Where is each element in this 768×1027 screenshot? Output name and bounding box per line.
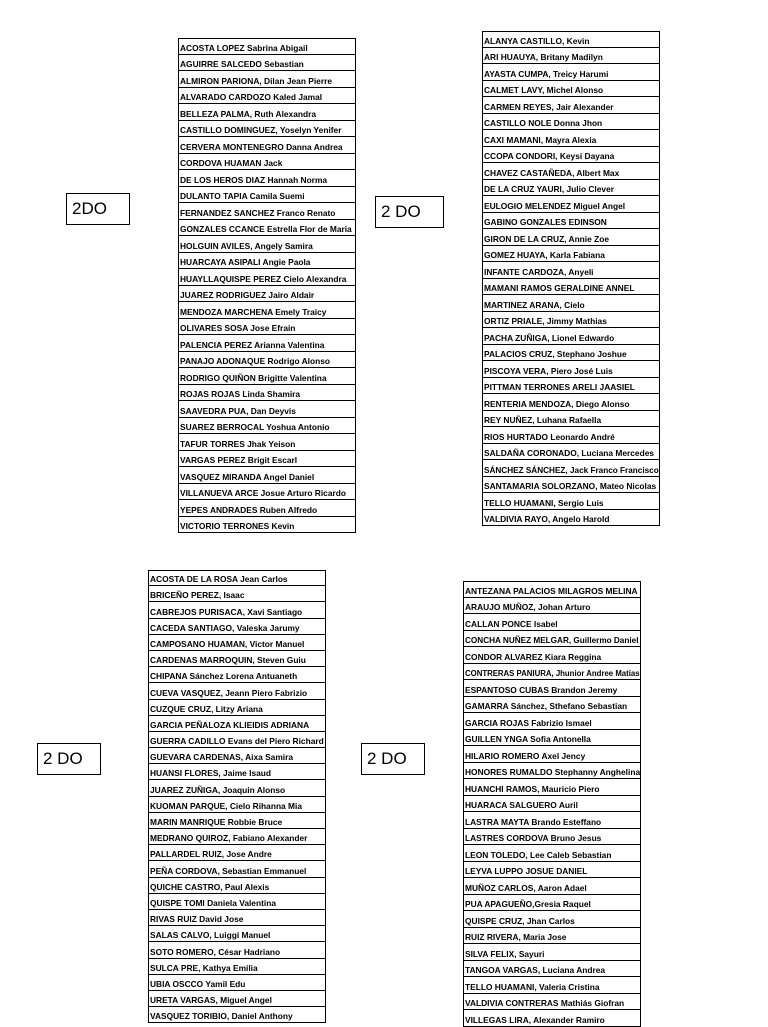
student-row: SULCA PRE, Kathya Emilia — [148, 959, 326, 975]
student-row: VALDIVIA CONTRERAS Mathiás Giofran — [463, 994, 641, 1011]
student-row: ORTIZ PRIALE, Jimmy Mathias — [482, 312, 660, 329]
student-row: GAMARRA Sánchez, Sthefano Sebastian — [463, 697, 641, 714]
student-row: CACEDA SANTIAGO, Valeska Jarumy — [148, 619, 326, 635]
student-row: CORDOVA HUAMAN Jack — [178, 154, 356, 171]
student-row: LEYVA LUPPO JOSUE DANIEL — [463, 862, 641, 879]
student-row: BELLEZA PALMA, Ruth Alexandra — [178, 104, 356, 121]
student-row: UBIA OSCCO Yamil Edu — [148, 975, 326, 991]
student-row: MUÑOZ CARLOS, Aaron Adael — [463, 878, 641, 895]
student-row: PEÑA CORDOVA, Sebastian Emmanuel — [148, 861, 326, 877]
student-list-2 — [482, 31, 660, 526]
student-row: VILLEGAS LIRA, Alexander Ramiro — [463, 1010, 641, 1027]
student-row: PACHA ZUÑIGA, Lionel Edwardo — [482, 328, 660, 345]
student-row: RUIZ RIVERA, Maria Jose — [463, 928, 641, 945]
student-row: PITTMAN TERRONES ARELI JAASIEL — [482, 378, 660, 395]
student-row: VILLANUEVA ARCE Josue Arturo Ricardo — [178, 484, 356, 501]
student-row: ALANYA CASTILLO, Kevin — [482, 31, 660, 48]
student-row: RIVAS RUIZ David Jose — [148, 910, 326, 926]
student-row: HUARACA SALGUERO Auril — [463, 796, 641, 813]
student-row: CALMET LAVY, Michel Alonso — [482, 81, 660, 98]
student-row: CAXI MAMANI, Mayra Alexia — [482, 130, 660, 147]
student-row: ANTEZANA PALACIOS MILAGROS MELINA — [463, 581, 641, 598]
student-row: VALDIVIA RAYO, Angelo Harold — [482, 510, 660, 527]
student-row: SALDAÑA CORONADO, Luciana Mercedes — [482, 444, 660, 461]
student-row: TELLO HUAMANI, Valeria Cristina — [463, 977, 641, 994]
student-row: CONCHA NUÑEZ MELGAR, Guillermo Daniel — [463, 631, 641, 648]
grade-label-4: 2 DO — [361, 743, 425, 775]
student-row: SOTO ROMERO, César Hadriano — [148, 942, 326, 958]
student-row: LASTRES CORDOVA Bruno Jesus — [463, 829, 641, 846]
student-row: GOMEZ HUAYA, Karla Fabiana — [482, 246, 660, 263]
student-row: SANTAMARIA SOLORZANO, Mateo Nicolas — [482, 477, 660, 494]
student-row: QUICHE CASTRO, Paul Alexis — [148, 878, 326, 894]
student-row: RODRIGO QUIÑON Brigitte Valentina — [178, 368, 356, 385]
student-row: HUANCHI RAMOS, Mauricio Piero — [463, 779, 641, 796]
student-row: HILARIO ROMERO Axel Jency — [463, 746, 641, 763]
student-row: CAMPOSANO HUAMAN, Victor Manuel — [148, 635, 326, 651]
student-row: CHIPANA Sánchez Lorena Antuaneth — [148, 667, 326, 683]
student-row: REY NUÑEZ, Luhana Rafaella — [482, 411, 660, 428]
student-row: FERNANDEZ SANCHEZ Franco Renato — [178, 203, 356, 220]
student-row: MARIN MANRIQUE Robbie Bruce — [148, 813, 326, 829]
student-row: ARI HUAUYA, Britany Madilyn — [482, 48, 660, 65]
student-row: CASTILLO DOMINGUEZ, Yoselyn Yenifer — [178, 121, 356, 138]
student-row: PUA APAGUEÑO,Gresia Raquel — [463, 895, 641, 912]
student-row: CARMEN REYES, Jair Alexander — [482, 97, 660, 114]
student-row: GUILLEN YNGA Sofia Antonella — [463, 730, 641, 747]
student-row: DE LOS HEROS DIAZ Hannah Norma — [178, 170, 356, 187]
student-row: GONZALES CCANCE Estrella Flor de Maria — [178, 220, 356, 237]
student-row: GUEVARA CARDENAS, Aixa Samira — [148, 748, 326, 764]
student-row: AGUIRRE SALCEDO Sebastian — [178, 55, 356, 72]
student-row: TANGOA VARGAS, Luciana Andrea — [463, 961, 641, 978]
student-row: CABREJOS PURISACA, Xavi Santiago — [148, 602, 326, 618]
student-row: PALACIOS CRUZ, Stephano Joshue — [482, 345, 660, 362]
student-row: QUISPE CRUZ, Jhan Carlos — [463, 911, 641, 928]
student-row: SILVA FELIX, Sayuri — [463, 944, 641, 961]
student-row: DE LA CRUZ YAURI, Julio Clever — [482, 180, 660, 197]
student-row: SALAS CALVO, Luiggi Manuel — [148, 926, 326, 942]
student-row: URETA VARGAS, Miguel Angel — [148, 991, 326, 1007]
student-row: DULANTO TAPIA Camila Suemi — [178, 187, 356, 204]
student-row: PANAJO ADONAQUE Rodrigo Alonso — [178, 352, 356, 369]
student-row: MAMANI RAMOS GERALDINE ANNEL — [482, 279, 660, 296]
student-row: LASTRA MAYTA Brando Esteffano — [463, 812, 641, 829]
student-row: CONDOR ALVAREZ Kiara Reggina — [463, 647, 641, 664]
student-row: SAAVEDRA PUA, Dan Deyvis — [178, 401, 356, 418]
student-row: GABINO GONZALES EDINSON — [482, 213, 660, 230]
grade-label-2: 2 DO — [375, 196, 444, 228]
student-row: CERVERA MONTENEGRO Danna Andrea — [178, 137, 356, 154]
student-row: RENTERIA MENDOZA, Diego Alonso — [482, 394, 660, 411]
student-list-4 — [463, 581, 641, 1027]
student-row: VARGAS PEREZ Brigit Escarl — [178, 451, 356, 468]
student-row: VASQUEZ TORIBIO, Daniel Anthony — [148, 1007, 326, 1023]
student-row: VASQUEZ MIRANDA Angel Daniel — [178, 467, 356, 484]
student-row: LEON TOLEDO, Lee Caleb Sebastian — [463, 845, 641, 862]
student-row: CUZQUE CRUZ, Litzy Ariana — [148, 700, 326, 716]
student-row: JUAREZ ZUÑIGA, Joaquin Alonso — [148, 780, 326, 796]
student-row: GUERRA CADILLO Evans del Piero Richard — [148, 732, 326, 748]
student-row: EULOGIO MELENDEZ Miguel Angel — [482, 196, 660, 213]
student-row: GARCIA ROJAS Fabrizio Ismael — [463, 713, 641, 730]
student-row: CARDENAS MARROQUIN, Steven Guiu — [148, 651, 326, 667]
student-row: BRICEÑO PEREZ, Isaac — [148, 586, 326, 602]
student-row: CASTILLO NOLE Donna Jhon — [482, 114, 660, 131]
student-row: CUEVA VASQUEZ, Jeann Piero Fabrizio — [148, 683, 326, 699]
student-row: KUOMAN PARQUE, Cielo Rihanna Mia — [148, 797, 326, 813]
student-row: RIOS HURTADO Leonardo André — [482, 427, 660, 444]
student-row: CCOPA CONDORI, Keysi Dayana — [482, 147, 660, 164]
student-row: CONTRERAS PANIURA, Jhunior Andree Matias — [463, 664, 641, 681]
student-row: GARCIA PEÑALOZA KLIEIDIS ADRIANA — [148, 716, 326, 732]
student-row: JUAREZ RODRIGUEZ Jairo Aldair — [178, 286, 356, 303]
student-row: QUISPE TOMI Daniela Valentina — [148, 894, 326, 910]
student-row: HUARCAYA ASIPALI Angie Paola — [178, 253, 356, 270]
student-row: ACOSTA LOPEZ Sabrina Abigail — [178, 38, 356, 55]
grade-label-3: 2 DO — [37, 743, 101, 775]
student-row: PALLARDEL RUIZ, Jose Andre — [148, 845, 326, 861]
student-row: YEPES ANDRADES Ruben Alfredo — [178, 500, 356, 517]
student-row: CALLAN PONCE Isabel — [463, 614, 641, 631]
student-row: HOLGUIN AVILES, Angely Samira — [178, 236, 356, 253]
student-row: AYASTA CUMPA, Treicy Harumi — [482, 64, 660, 81]
student-row: TAFUR TORRES Jhak Yeison — [178, 434, 356, 451]
student-row: ALVARADO CARDOZO Kaled Jamal — [178, 88, 356, 105]
student-row: ACOSTA DE LA ROSA Jean Carlos — [148, 570, 326, 586]
student-row: MARTINEZ ARANA, Cielo — [482, 295, 660, 312]
student-row: MEDRANO QUIROZ, Fabiano Alexander — [148, 829, 326, 845]
student-row: GIRON DE LA CRUZ, Annie Zoe — [482, 229, 660, 246]
student-row: TELLO HUAMANI, Sergio Luis — [482, 493, 660, 510]
student-row: VICTORIO TERRONES Kevin — [178, 517, 356, 534]
student-row: SUAREZ BERROCAL Yoshua Antonio — [178, 418, 356, 435]
student-row: MENDOZA MARCHENA Emely Traicy — [178, 302, 356, 319]
student-row: HUANSI FLORES, Jaime Isaud — [148, 764, 326, 780]
student-list-1 — [178, 38, 356, 533]
student-row: OLIVARES SOSA Jose Efrain — [178, 319, 356, 336]
student-row: ROJAS ROJAS Linda Shamira — [178, 385, 356, 402]
student-row: SÁNCHEZ SÁNCHEZ, Jack Franco Francisco — [482, 460, 660, 477]
student-list-3 — [148, 570, 326, 1023]
student-row: CHAVEZ CASTAÑEDA, Albert Max — [482, 163, 660, 180]
student-row: PISCOYA VERA, Piero José Luis — [482, 361, 660, 378]
student-row: ARAUJO MUÑOZ, Johan Arturo — [463, 598, 641, 615]
grade-label-1: 2DO — [66, 193, 130, 225]
student-row: PALENCIA PEREZ Arianna Valentina — [178, 335, 356, 352]
student-row: ESPANTOSO CUBAS Brandon Jeremy — [463, 680, 641, 697]
student-row: HONORES RUMALDO Stephanny Anghelina — [463, 763, 641, 780]
student-row: HUAYLLAQUISPE PEREZ Cielo Alexandra — [178, 269, 356, 286]
student-row: INFANTE CARDOZA, Anyeli — [482, 262, 660, 279]
student-row: ALMIRON PARIONA, Dilan Jean Pierre — [178, 71, 356, 88]
